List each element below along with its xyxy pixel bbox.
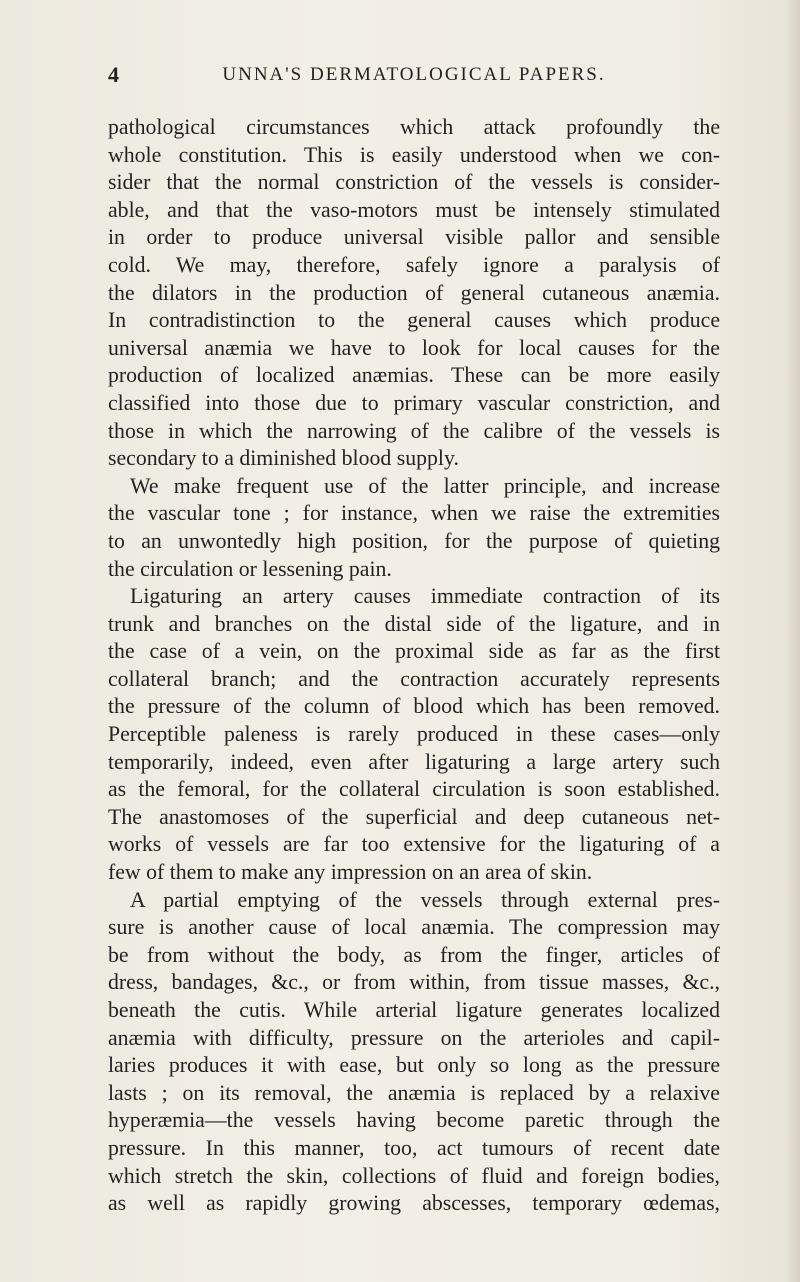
text-line: few of them to make any impression on an area of skin. bbox=[108, 860, 593, 885]
text-line: hyperæmia—the vessels having become paretic through the bbox=[108, 1108, 720, 1133]
text-line: in order to produce universal visible pallor and sensible bbox=[108, 225, 720, 250]
text-line: Ligaturing an artery causes immediate contraction of its bbox=[130, 584, 720, 609]
text-line: lasts ; on its removal, the anæmia is replaced by a relaxive bbox=[108, 1080, 720, 1105]
text-line: production of localized anæmias. These can be more easily bbox=[108, 363, 720, 388]
text-line: pathological circumstances which attack profoundly the bbox=[108, 115, 720, 139]
text-line: anæmia with difficulty, pressure on the arterioles and capil- bbox=[108, 1025, 720, 1050]
text-line: be from without the body, as from the finger, articles of bbox=[108, 942, 720, 967]
body-text bbox=[108, 114, 720, 1218]
text-line: We make frequent use of the latter principle, and increase bbox=[130, 473, 720, 498]
text-line: dress, bandages, &c., or from within, from tissue masses, &c., bbox=[108, 970, 720, 995]
text-line: the circulation or lessening pain. bbox=[108, 556, 392, 581]
page-number: 4 bbox=[108, 62, 119, 87]
text-line: whole constitution. This is easily understood when we con- bbox=[108, 142, 720, 167]
text-line: the case of a vein, on the proximal side as far as the first bbox=[108, 639, 720, 664]
text-line: secondary to a diminished blood supply. bbox=[108, 446, 459, 471]
page-header bbox=[108, 62, 720, 92]
text-line: as well as rapidly growing abscesses, temporary œdemas, bbox=[108, 1191, 720, 1216]
text-line: beneath the cutis. While arterial ligature generates localized bbox=[108, 998, 720, 1022]
text-line: the vascular tone ; for instance, when we raise the extremities bbox=[108, 501, 720, 526]
text-line: the pressure of the column of blood which has been removed. bbox=[108, 694, 720, 719]
text-line: cold. We may, therefore, safely ignore a paralysis of bbox=[108, 252, 720, 277]
text-line: Perceptible paleness is rarely produced in these cases—only bbox=[108, 722, 720, 747]
text-line: sure is another cause of local anæmia. The compression may bbox=[108, 915, 720, 940]
text-line: as the femoral, for the collateral circulation is soon established. bbox=[108, 777, 720, 802]
running-title: UNNA'S DERMATOLOGICAL PAPERS. bbox=[222, 64, 606, 85]
page-edge-shadow bbox=[786, 0, 800, 1282]
text-line: temporarily, indeed, even after ligaturing a large artery such bbox=[108, 749, 720, 774]
text-line: laries produces it with ease, but only so long as the pressure bbox=[108, 1053, 720, 1078]
text-line: works of vessels are far too extensive for the ligaturing of a bbox=[108, 832, 720, 857]
text-line: trunk and branches on the distal side of the ligature, and in bbox=[108, 611, 720, 636]
text-line: In contradistinction to the general causes which produce bbox=[108, 308, 720, 333]
text-line: those in which the narrowing of the calibre of the vessels is bbox=[108, 418, 720, 443]
text-line: universal anæmia we have to look for local causes for the bbox=[108, 335, 720, 360]
text-line: collateral branch; and the contraction accurately represents bbox=[108, 666, 720, 691]
text-line: able, and that the vaso-motors must be intensely stimulated bbox=[108, 197, 720, 222]
text-line: The anastomoses of the superficial and deep cutaneous net- bbox=[108, 804, 720, 829]
text-line: the dilators in the production of general cutaneous anæmia. bbox=[108, 280, 720, 305]
text-line: classified into those due to primary vascular constriction, and bbox=[108, 390, 720, 415]
text-line: to an unwontedly high position, for the purpose of quieting bbox=[108, 528, 720, 553]
text-line: sider that the normal constriction of the vessels is consider- bbox=[108, 170, 720, 195]
text-line: A partial emptying of the vessels through external pres- bbox=[130, 887, 720, 912]
text-line: which stretch the skin, collections of fluid and foreign bodies, bbox=[108, 1163, 720, 1188]
text-line: pressure. In this manner, too, act tumours of recent date bbox=[108, 1135, 720, 1160]
